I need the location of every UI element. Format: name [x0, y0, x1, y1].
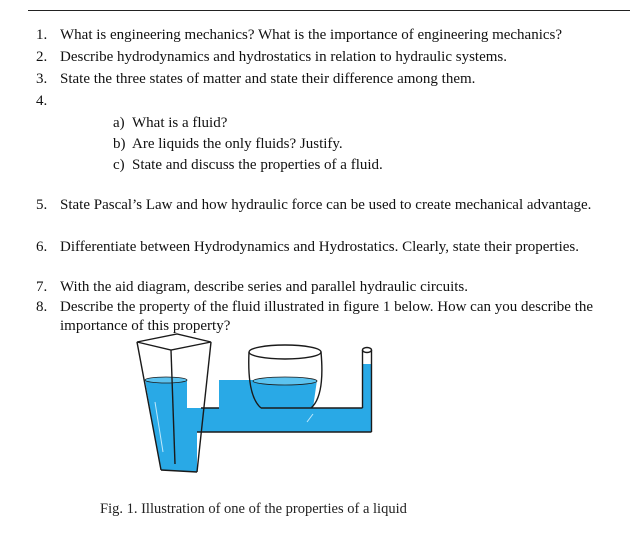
question-5-number: 5. — [36, 197, 48, 213]
subquestion-c-text: State and discuss the properties of a fluid. — [132, 157, 383, 173]
figure-caption: Fig. 1. Illustration of one of the properties of a liquid — [100, 501, 407, 517]
question-2-number: 2. — [36, 49, 48, 65]
bowl-surface — [253, 377, 317, 385]
subquestion-b-letter: b) — [113, 136, 126, 152]
question-3-text: State the three states of matter and state their difference among them. — [60, 71, 476, 87]
question-1-number: 1. — [36, 27, 48, 43]
subquestion-a-letter: a) — [113, 115, 125, 131]
question-2-text: Describe hydrodynamics and hydrostatics in relation to hydraulic systems. — [60, 49, 507, 65]
question-7-text: With the aid diagram, describe series and parallel hydraulic circuits. — [60, 279, 468, 295]
subquestion-a-text: What is a fluid? — [132, 115, 228, 131]
question-5-text: State Pascal’s Law and how hydraulic force can be used to create mechanical advantage. — [60, 197, 592, 213]
question-3-number: 3. — [36, 71, 48, 87]
question-6-text: Differentiate between Hydrodynamics and Hydrostatics. Clearly, state their properties. — [60, 239, 579, 255]
left-vessel-surface — [145, 377, 187, 383]
subquestion-b-text: Are liquids the only fluids? Justify. — [132, 136, 343, 152]
question-4-number: 4. — [36, 93, 48, 109]
subquestion-c-letter: c) — [113, 157, 125, 173]
top-divider — [28, 10, 630, 11]
communicating-vessels-figure — [135, 332, 395, 492]
question-8-text: Describe the property of the fluid illustrated in figure 1 below. How can you describe the importance of this property? — [60, 299, 594, 334]
question-8-number: 8. — [36, 299, 48, 315]
question-1-text: What is engineering mechanics? What is the importance of engineering mechanics? — [60, 27, 563, 43]
question-7-number: 7. — [36, 279, 48, 295]
question-6-number: 6. — [36, 239, 48, 255]
